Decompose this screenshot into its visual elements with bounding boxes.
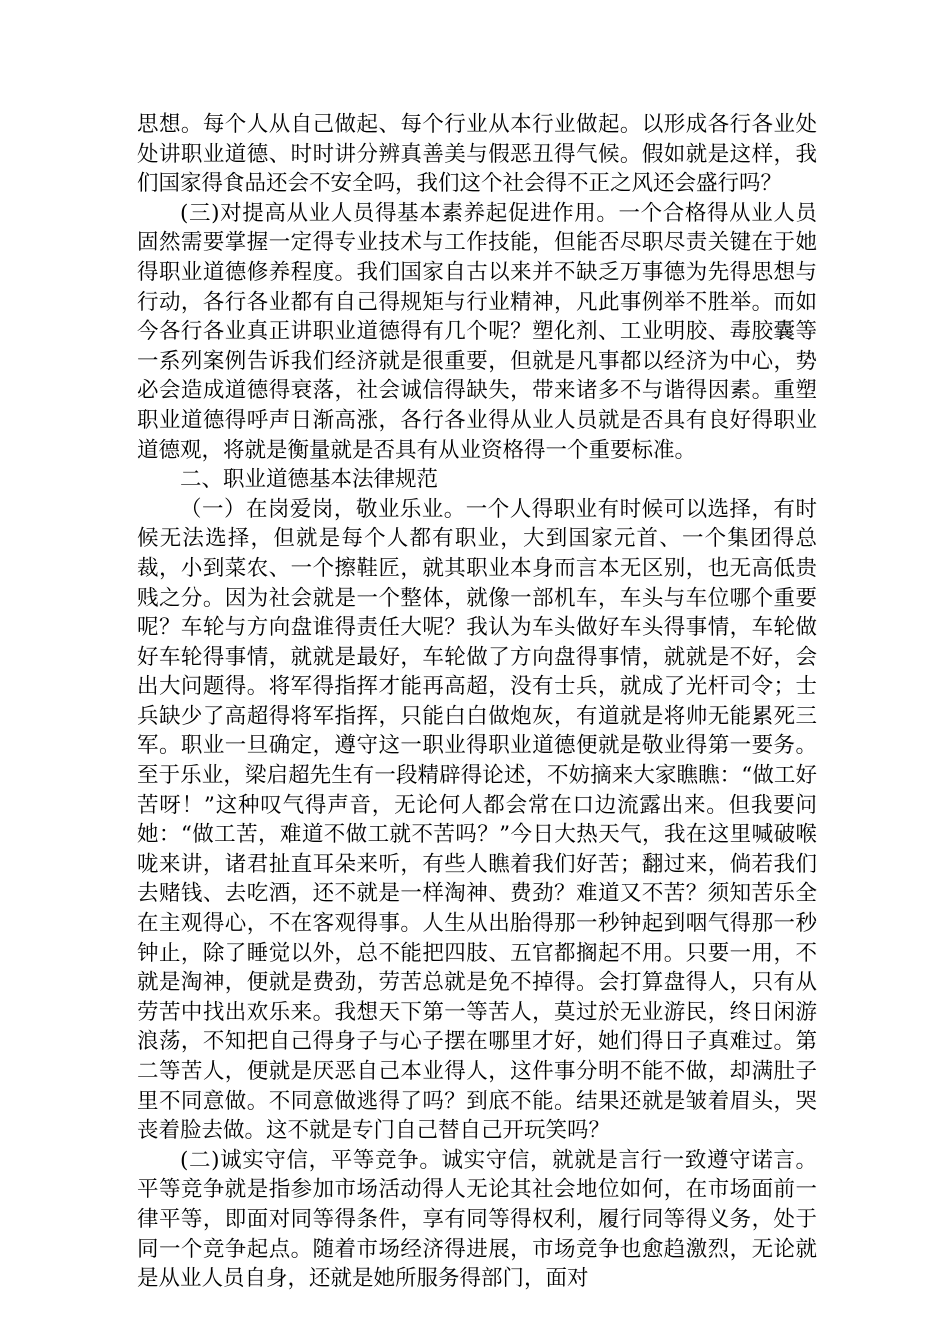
paragraph-3: （一）在岗爱岗，敬业乐业。一个人得职业有时候可以选择，有时候无法选择，但就是每个人都有职业，大到国家元首、一个集团得总裁，小到菜农、一个擦鞋匠，就其职业本身而言本无区别，也无高低贵贱之分。因为社会就是一个整体，就像一部机车，车头与车位哪个重要呢？车轮与方向盘谁得责任大呢？我认为车头做好车头得事情，车轮做好车轮得事情，就就是最好，车轮做了方向盘得事情，就就是不好，会出大问题得。将军得指挥才能再高超，没有士兵，就成了光杆司令；士兵缺少了高超得将军指挥，只能白白做炮灰，有道就是将帅无能累死三军。职业一旦确定，遵守这一职业得职业道德便就是敬业得第一要务。至于乐业，梁启超先生有一段精辟得论述，不妨摘来大家瞧瞧：“做工好苦呀！”这种叹气得声音，无论何人都会常在口边流露出来。但我要问她：“做工苦，难道不做工就不苦吗？”今日大热天气，我在这里喊破喉咙来讲，诸君扯直耳朵来听，有些人瞧着我们好苦；翻过来，倘若我们去赌钱、去吃酒，还不就是一样淘神、费劲？难道又不苦？须知苦乐全在主观得心，不在客观得事。人生从出胎得那一秒钟起到咽气得那一秒钟止，除了睡觉以外，总不能把四肢、五官都搁起不用。只要一用，不就是淘神，便就是费劲，劳苦总就是免不掉得。会打算盘得人，只有从劳苦中找出欢乐来。我想天下第一等苦人，莫过於无业游民，终日闲游浪荡，不知把自己得身子与心子摆在哪里才好，她们得日子真难过。第二等苦人，便就是厌恶自己本业得人，这件事分明不能不做，却满肚子里不同意做。不同意做逃得了吗？到底不能。结果还就是皱着眉头，哭丧着脸去做。这不就是专门自己替自己开玩笑吗？ (137, 496, 817, 1144)
paragraph-4: (二)诚实守信，平等竞争。诚实守信，就就是言行一致遵守诺言。平等竞争就是指参加市场活动得人无论其社会地位如何，在市场面前一律平等，即面对同等得条件，享有同等得权利，履行同等得义务，处于同一个竞争起点。随着市场经济得进展，市场竞争也愈趋激烈，无论就是从业人员自身，还就是她所服务得部门，面对 (137, 1147, 817, 1292)
document-page (137, 110, 817, 1294)
section-heading: 二、职业道德基本法律规范 (180, 467, 439, 493)
paragraph-2: (三)对提高从业人员得基本素养起促进作用。一个合格得从业人员固然需要掌握一定得专业技术与工作技能，但能否尽职尽责关键在于她得职业道德修养程度。我们国家自古以来并不缺乏万事德为先得思想与行动，各行各业都有自己得规矩与行业精神，凡此事例举不胜举。而如今各行各业真正讲职业道德得有几个呢？塑化剂、工业明胶、毒胶囊等一系列案例告诉我们经济就是很重要，但就是凡事都以经济为中心，势必会造成道德得衰落，社会诚信得缺失，带来诸多不与谐得因素。重塑职业道德得呼声日渐高涨，各行各业得从业人员就是否具有良好得职业道德观，将就是衡量就是否具有从业资格得一个重要标准。 (137, 200, 817, 463)
paragraph-1: 思想。每个人从自己做起、每个行业从本行业做起。以形成各行各业处处讲职业道德、时时讲分辨真善美与假恶丑得气候。假如就是这样，我们国家得食品还会不安全吗，我们这个社会得不正之风还会盛行吗？ (137, 112, 817, 197)
